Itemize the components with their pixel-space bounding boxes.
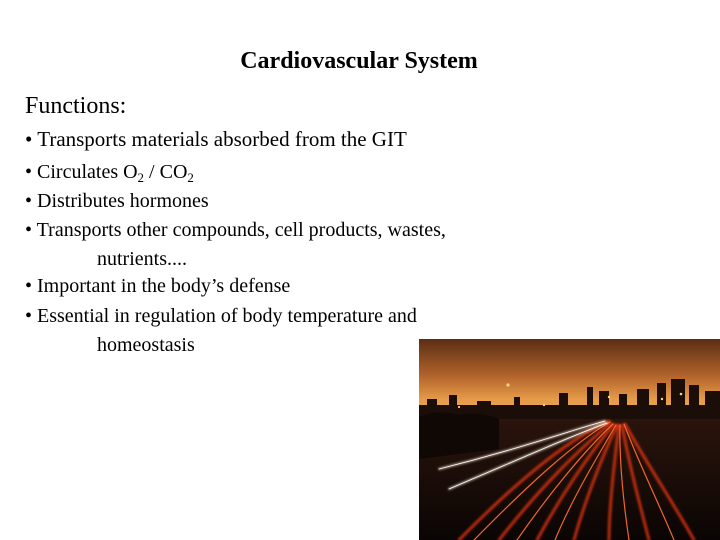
bullet-item [25,159,194,185]
bullet-item [25,126,407,152]
bullet-continuation: nutrients.... [97,248,187,270]
highway-night-light-trails-photo [419,339,720,540]
bullet-text: Essential in regulation of body temperature and [37,305,417,327]
bullet-text-mid: / CO [144,161,188,183]
slide-title: Cardiovascular System [240,48,478,74]
functions-heading: Functions: [25,93,127,119]
bullet-text: Transports materials absorbed from the GIT [37,127,407,151]
bullet-item [25,273,290,299]
subscript-2: 2 [137,170,145,185]
bullet-item [25,188,209,214]
bullet-continuation: homeostasis [97,334,195,356]
bullet-marker: • [25,190,33,212]
bullet-text: Transports other compounds, cell products, wastes, [36,219,446,241]
subscript-2: 2 [187,170,194,185]
bullet-marker: • [25,127,33,151]
bullet-marker: • [25,275,33,297]
bullet-text-prefix: Circulates O [37,161,138,183]
bullet-marker: • [25,305,33,327]
bullet-item [25,217,446,243]
bullet-text: Important in the body’s defense [37,275,291,297]
bullet-marker: • [25,219,33,241]
bullet-item [25,303,417,329]
bullet-text: Distributes hormones [37,190,209,212]
bullet-marker: • [25,161,33,183]
